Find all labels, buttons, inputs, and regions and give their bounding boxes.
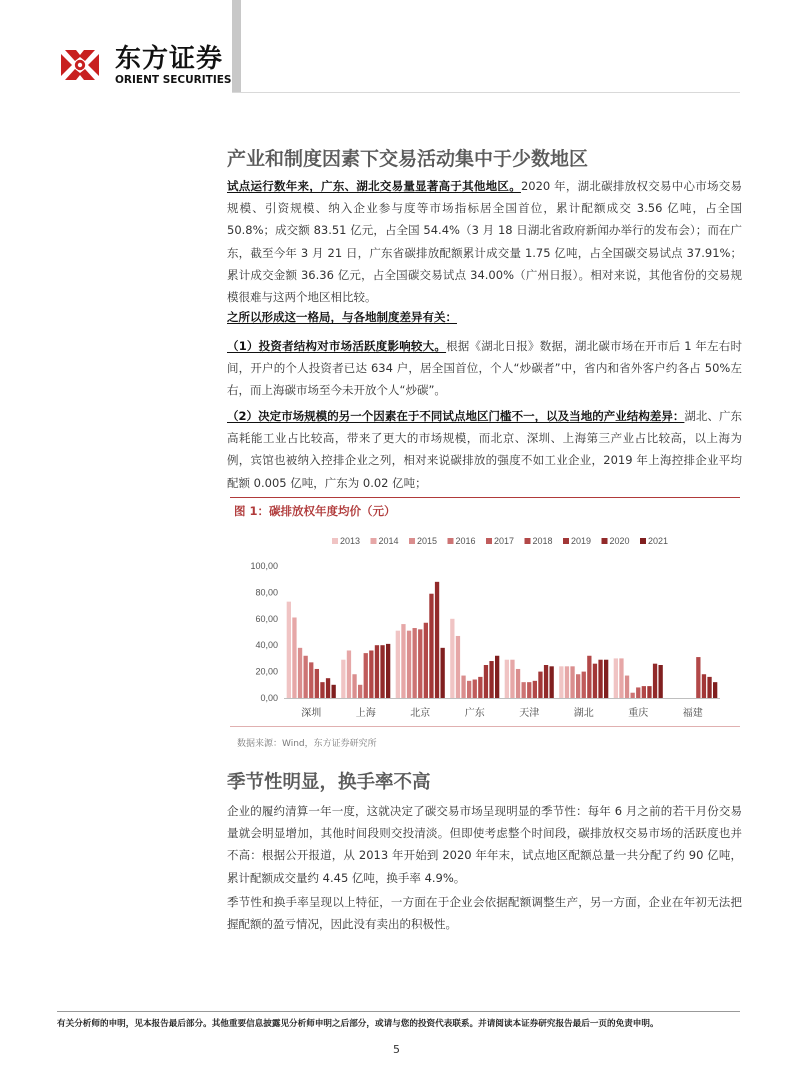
legend-swatch-2015 <box>409 538 415 544</box>
bar-北京-2021 <box>441 648 445 698</box>
legend-label-2021: 2021 <box>648 536 669 546</box>
paragraph-lead: 试点运行数年来，广东、湖北交易量显著高于其他地区。 <box>227 179 521 193</box>
paragraph-lead: 之所以形成这一格局，与各地制度差异有关： <box>227 310 457 324</box>
paragraph-institutional <box>227 306 742 328</box>
bar-天津-2020 <box>544 665 548 698</box>
bar-北京-2017 <box>418 629 422 698</box>
legend-swatch-2017 <box>486 538 492 544</box>
legend-swatch-2014 <box>371 538 377 544</box>
bar-深圳-2021 <box>332 685 336 698</box>
legend-label-2014: 2014 <box>378 536 399 546</box>
bar-重庆-2013 <box>614 658 618 698</box>
bar-湖北-2018 <box>587 656 591 698</box>
section-heading-regional: 产业和制度因素下交易活动集中于少数地区 <box>227 148 589 170</box>
y-tick-label: 60,00 <box>255 613 278 624</box>
bar-深圳-2016 <box>304 656 308 698</box>
x-tick-label-深圳: 深圳 <box>301 708 322 719</box>
paragraph-investor-structure <box>227 335 742 402</box>
bar-上海-2017 <box>364 653 368 698</box>
figure-top-rule <box>230 497 740 498</box>
bar-上海-2020 <box>380 645 384 698</box>
bar-湖北-2015 <box>570 666 574 698</box>
page-number: 5 <box>393 1043 400 1056</box>
legend-label-2018: 2018 <box>532 536 553 546</box>
bar-天津-2019 <box>538 672 542 698</box>
x-tick-label-重庆: 重庆 <box>628 708 649 719</box>
footer-disclaimer: 有关分析师的申明，见本报告最后部分。其他重要信息披露见分析师申明之后部分，或请与您的投资代表联系。并请阅读本证券研究报告最后一页的免责申明。 <box>57 1019 659 1029</box>
bar-重庆-2014 <box>619 658 623 698</box>
legend-swatch-2020 <box>602 538 608 544</box>
bar-重庆-2021 <box>659 665 663 698</box>
bar-上海-2016 <box>358 685 362 698</box>
bar-上海-2019 <box>375 645 379 698</box>
bar-广东-2015 <box>461 676 465 698</box>
bar-上海-2015 <box>352 674 356 698</box>
brand-name-en: ORIENT SECURITIES <box>115 74 232 86</box>
bar-北京-2013 <box>396 631 400 698</box>
bar-天津-2015 <box>516 669 520 698</box>
bar-北京-2015 <box>407 631 411 698</box>
figure-title: 图 1：碳排放权年度均价（元） <box>234 504 396 518</box>
header-rule <box>232 92 740 93</box>
legend-label-2015: 2015 <box>417 536 438 546</box>
y-tick-label: 40,00 <box>255 640 278 651</box>
bar-福建-2018 <box>696 657 700 698</box>
x-tick-label-广东: 广东 <box>464 708 485 719</box>
bar-重庆-2017 <box>636 687 640 698</box>
bar-深圳-2018 <box>315 669 319 698</box>
footer-rule <box>57 1011 740 1012</box>
legend-label-2020: 2020 <box>609 536 630 546</box>
bar-重庆-2019 <box>647 686 651 698</box>
bar-天津-2021 <box>550 666 554 698</box>
bar-上海-2021 <box>386 644 390 698</box>
bar-天津-2014 <box>510 660 514 698</box>
figure-source: 数据来源：Wind，东方证券研究所 <box>237 739 377 749</box>
bar-湖北-2021 <box>604 660 608 698</box>
bar-深圳-2013 <box>287 602 291 698</box>
bar-广东-2021 <box>495 656 499 698</box>
bar-北京-2014 <box>401 624 405 698</box>
bar-天津-2016 <box>522 682 526 698</box>
bar-广东-2019 <box>484 665 488 698</box>
bar-天津-2018 <box>533 681 537 698</box>
y-tick-label: 0,00 <box>260 693 278 703</box>
carbon-price-bar-chart <box>230 528 740 724</box>
bar-天津-2013 <box>505 660 509 698</box>
bar-重庆-2015 <box>625 676 629 698</box>
bar-福建-2020 <box>707 677 711 698</box>
bar-重庆-2020 <box>653 664 657 698</box>
paragraph-lead: （1）投资者结构对市场活跃度影响较大。 <box>227 339 447 353</box>
header-gray-strip <box>232 0 241 92</box>
bar-湖北-2017 <box>582 672 586 698</box>
bar-广东-2014 <box>456 636 460 698</box>
x-tick-label-福建: 福建 <box>682 708 703 719</box>
section-heading-seasonality: 季节性明显，换手率不高 <box>227 772 431 793</box>
legend-swatch-2021 <box>640 538 646 544</box>
x-tick-label-湖北: 湖北 <box>573 708 594 719</box>
bar-深圳-2019 <box>320 682 324 698</box>
paragraph-regional-volume <box>227 175 742 308</box>
legend-label-2013: 2013 <box>340 536 361 546</box>
bar-湖北-2014 <box>565 666 569 698</box>
orient-logo-icon <box>57 43 103 87</box>
bar-湖北-2020 <box>598 660 602 698</box>
paragraph-seasonality: 企业的履约清算一年一度，这就决定了碳交易市场呈现明显的季节性：每年 6 月之前的若干月份交易量就会明显增加，其他时间段则交投清淡。但即使考虑整个时间段，碳排放权交易市场的活跃度也并不高：根据公开报道，从 2013 年开始到 2020 年年末，试点地区配额总量一共分配了约 90 亿吨，累计配额成交量约 4.45 亿吨，换手率 4.9%。 <box>227 804 742 885</box>
y-tick-label: 100,00 <box>250 561 278 571</box>
paragraph-body: 2020 年，湖北碳排放权交易中心市场交易规模、引资规模、纳入企业参与度等市场指标居全国首位，累计配额成交 3.56 亿吨，占全国 50.8%；成交额 83.51 亿元，占全国 54.4%（3 月 18 日湖北省政府新闻办举行的发布会）；而在广东，截至今年 3 月 21 日，广东省碳排放配额累计成交量 1.75 亿吨，占全国碳交易试点 37.91%；累计成交金额 36.36 亿元，占全国碳交易试点 34.00%（广州日报）。相对来说，其他省份的交易规模很难与这两个地区相比较。 <box>227 179 743 305</box>
paragraph-body: 根据《湖北日报》数据，湖北碳市场在开市后 1 年左右时间，开户的个人投资者已达 634 户，居全国首位，个人“炒碳者”中，省内和省外客户约各占 50%左右，而上海碳市场至今未开放个人“炒碳”。 <box>227 339 743 398</box>
x-tick-label-天津: 天津 <box>519 708 540 719</box>
bar-广东-2018 <box>478 677 482 698</box>
bar-北京-2016 <box>413 628 417 698</box>
bar-广东-2013 <box>450 619 454 698</box>
bar-北京-2018 <box>424 623 428 698</box>
bar-重庆-2016 <box>631 693 635 698</box>
x-tick-label-北京: 北京 <box>410 708 431 719</box>
bar-深圳-2015 <box>298 648 302 698</box>
bar-湖北-2013 <box>559 666 563 698</box>
x-tick-label-上海: 上海 <box>355 708 376 719</box>
bar-北京-2019 <box>429 594 433 698</box>
legend-swatch-2019 <box>563 538 569 544</box>
legend-swatch-2013 <box>332 538 338 544</box>
bar-北京-2020 <box>435 582 439 698</box>
bar-福建-2019 <box>702 674 706 698</box>
bar-深圳-2014 <box>292 617 296 698</box>
legend-label-2017: 2017 <box>494 536 515 546</box>
brand-logo <box>57 43 232 87</box>
bar-重庆-2018 <box>642 686 646 698</box>
bar-广东-2020 <box>489 661 493 698</box>
bar-天津-2017 <box>527 682 531 698</box>
legend-label-2019: 2019 <box>571 536 592 546</box>
bar-湖北-2019 <box>593 664 597 698</box>
legend-swatch-2018 <box>525 538 531 544</box>
brand-name-cn: 东方证券 <box>115 44 224 74</box>
y-tick-label: 20,00 <box>255 666 278 677</box>
bar-福建-2021 <box>713 682 717 698</box>
paragraph-body: 湖北、广东高耗能工业占比较高，带来了更大的市场规模，而北京、深圳、上海第三产业占比较高，以上海为例，宾馆也被纳入控排企业之列，相对来说碳排放的强度不如工业企业，2019 年上海控排企业平均配额 0.005 亿吨，广东为 0.02 亿吨； <box>227 409 742 490</box>
paragraph-turnover: 季节性和换手率呈现以上特征，一方面在于企业会依据配额调整生产，另一方面，企业在年初无法把握配额的盈亏情况，因此没有卖出的积极性。 <box>227 895 742 932</box>
y-tick-label: 80,00 <box>255 587 278 598</box>
paragraph-market-threshold <box>227 405 742 494</box>
figure-bottom-rule <box>230 726 740 727</box>
bar-上海-2018 <box>369 650 373 698</box>
bar-上海-2013 <box>341 660 345 698</box>
bar-上海-2014 <box>347 650 351 698</box>
legend-swatch-2016 <box>448 538 454 544</box>
bar-广东-2016 <box>467 681 471 698</box>
bar-深圳-2020 <box>326 678 330 698</box>
legend-label-2016: 2016 <box>455 536 476 546</box>
bar-广东-2017 <box>473 680 477 698</box>
bar-深圳-2017 <box>309 662 313 698</box>
paragraph-lead: （2）决定市场规模的另一个因素在于不同试点地区门槛不一，以及当地的产业结构差异： <box>227 409 685 423</box>
bar-湖北-2016 <box>576 674 580 698</box>
